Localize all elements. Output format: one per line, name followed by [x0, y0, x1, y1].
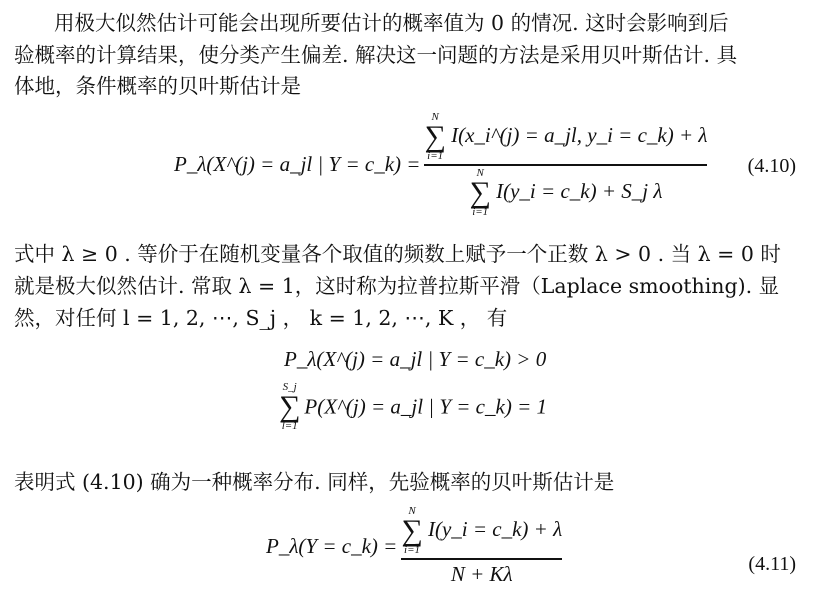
- equation-4-10: [174, 112, 707, 218]
- eq410-num-sum: [424, 112, 445, 162]
- sigma-icon: ∑: [401, 514, 423, 547]
- eq410-fraction-bar: [424, 164, 707, 166]
- eq410-number: (4.10): [747, 155, 796, 177]
- intro-line-1: 用极大似然估计可能会出现所要估计的概率值为 0 的情况. 这时会影响到后: [54, 11, 729, 35]
- eq410-num-sum-top: N: [431, 111, 439, 123]
- eq411-sum-top: N: [408, 505, 416, 517]
- after-line: 表明式 (4.10) 确为一种概率分布. 同样，先验概率的贝叶斯估计是: [14, 470, 615, 494]
- sum-eq-body: P(X^(j) = a_jl | Y = c_k) = 1: [304, 394, 547, 419]
- eq411-num-sum: [401, 506, 422, 556]
- mid-line-1: 式中 λ ≥ 0 . 等价于在随机变量各个取值的频数上赋予一个正数 λ > 0 . 当 λ = 0 时: [14, 242, 781, 266]
- sum-eq-sigma: [279, 382, 300, 432]
- sigma-icon: ∑: [469, 175, 491, 209]
- eq411-fraction: [401, 506, 562, 587]
- sum-eq-top: S_j: [282, 381, 297, 393]
- eq410-den-sum-bottom: i=1: [472, 205, 489, 218]
- eq410-den-sum: [469, 168, 490, 218]
- eq411-sum-bottom: i=1: [404, 544, 421, 556]
- eq411-lhs: P_λ(Y = c_k) =: [266, 533, 398, 558]
- mid-line-2: 就是极大似然估计. 常取 λ = 1，这时称为拉普拉斯平滑（Laplace smoothing). 显: [14, 274, 780, 298]
- intro-line-2: 验概率的计算结果，使分类产生偏差. 解决这一问题的方法是采用贝叶斯估计. 具: [14, 43, 738, 67]
- eq410-num-sum-bottom: i=1: [427, 150, 444, 162]
- eq410-num-text: I(x_i^(j) = a_jl, y_i = c_k) + λ: [451, 122, 708, 147]
- sum-eq-bottom: l=1: [281, 420, 298, 432]
- intro-line-3: 体地，条件概率的贝叶斯估计是: [14, 74, 301, 98]
- eq411-numerator: [401, 506, 562, 556]
- eq410-numerator: [424, 112, 707, 162]
- equation-4-11: [266, 506, 562, 587]
- eq411-fraction-bar: [401, 558, 562, 560]
- eq410-den-sum-top: N: [476, 166, 484, 179]
- probability-sum-equation: [279, 382, 547, 432]
- eq410-den-text: I(y_i = c_k) + S_j λ: [496, 178, 663, 203]
- eq411-number: (4.11): [748, 553, 796, 575]
- eq411-denominator: N + Kλ: [450, 561, 513, 586]
- mid-line-3: 然，对任何 l = 1, 2, ⋯, S_j ， k = 1, 2, ⋯, K ， 有: [14, 306, 508, 330]
- sigma-icon: ∑: [279, 390, 301, 423]
- eq411-num-text: I(y_i = c_k) + λ: [427, 516, 563, 541]
- eq410-fraction: [424, 112, 707, 218]
- eq410-lhs: P_λ(X^(j) = a_jl | Y = c_k) =: [174, 152, 421, 177]
- eq410-denominator: [469, 168, 662, 218]
- sigma-icon: ∑: [424, 120, 446, 153]
- probability-positive-inequality: P_λ(X^(j) = a_jl | Y = c_k) > 0: [284, 347, 547, 371]
